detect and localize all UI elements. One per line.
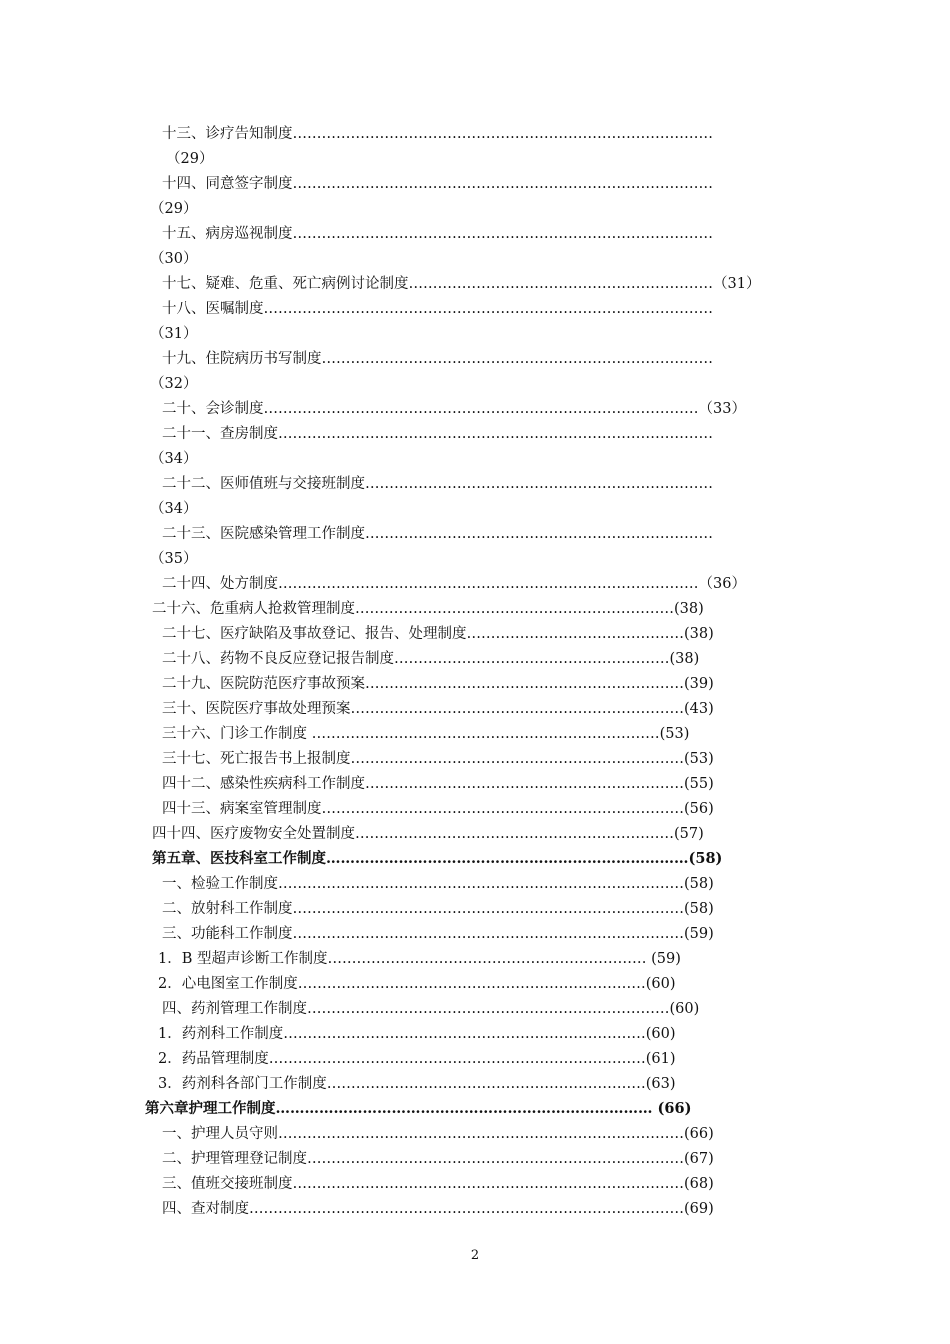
toc-entry-page: （31） [150, 326, 198, 342]
toc-entry: 十五、病房巡视制度…………………………………………………………………………… [162, 226, 713, 242]
toc-entry: 十三、诊疗告知制度…………………………………………………………………………… [162, 126, 713, 142]
toc-entry: 三、功能科工作制度………………………………………………………………………(59) [162, 926, 714, 942]
toc-entry: 一、检验工作制度…………………………………………………………………………(58) [162, 876, 714, 892]
toc-entry: 四、查对制度………………………………………………………………………………(69) [162, 1201, 714, 1217]
toc-subentry: 1．药剂科工作制度…………………………………………………………………(60) [158, 1026, 676, 1042]
toc-entry: 十九、住院病历书写制度……………………………………………………………………… [162, 351, 713, 367]
toc-entry: 四十三、病案室管理制度…………………………………………………………………(56) [162, 801, 714, 817]
toc-entry: 二十三、医院感染管理工作制度……………………………………………………………… [162, 526, 713, 542]
toc-entry: 十七、疑难、危重、死亡病例讨论制度………………………………………………………（31） [162, 276, 761, 292]
toc-entry: 二十四、处方制度……………………………………………………………………………（36） [162, 576, 746, 592]
toc-subentry: 2．心电图室工作制度………………………………………………………………(60) [158, 976, 676, 992]
toc-entry: 一、护理人员守则…………………………………………………………………………(66) [162, 1126, 714, 1142]
toc-entry-page: （29） [150, 201, 198, 217]
toc-entry: 三十七、死亡报告书上报制度……………………………………………………………(53) [162, 751, 714, 767]
toc-entry: 二十二、医师值班与交接班制度……………………………………………………………… [162, 476, 713, 492]
toc-entry-page: （29） [166, 151, 214, 167]
toc-entry: 二十八、药物不良反应登记报告制度…………………………………………………(38) [162, 651, 700, 667]
toc-entry: 二十一、查房制度……………………………………………………………………………… [162, 426, 713, 442]
toc-entry-page: （30） [150, 251, 198, 267]
toc-entry: 二十七、医疗缺陷及事故登记、报告、处理制度………………………………………(38) [162, 626, 714, 642]
toc-chapter-heading: 第五章、医技科室工作制度…………………………………………………………………(58) [152, 850, 723, 867]
toc-entry: 四、药剂管理工作制度…………………………………………………………………(60) [162, 1001, 700, 1017]
toc-entry: 二十、会诊制度………………………………………………………………………………（33） [162, 401, 746, 417]
toc-entry: 二、放射科工作制度………………………………………………………………………(58) [162, 901, 714, 917]
toc-entry-page: （34） [150, 501, 198, 517]
toc-chapter-heading: 第六章护理工作制度…………………………………………………………………… (66) [145, 1100, 692, 1117]
toc-entry: 十八、医嘱制度………………………………………………………………………………… [162, 301, 713, 317]
toc-subentry: 3．药剂科各部门工作制度…………………………………………………………(63) [158, 1076, 676, 1092]
toc-entry: 三十六、门诊工作制度 ………………………………………………………………(53) [162, 726, 690, 742]
toc-entry-page: （34） [150, 451, 198, 467]
toc-subentry: 1．B 型超声诊断工作制度………………………………………………………… (59) [158, 951, 681, 967]
toc-subentry: 2．药品管理制度……………………………………………………………………(61) [158, 1051, 676, 1067]
toc-entry: 二十六、危重病人抢救管理制度…………………………………………………………(38) [152, 601, 704, 617]
toc-entry-page: （35） [150, 551, 198, 567]
toc-entry-page: （32） [150, 376, 198, 392]
toc-entry: 四十四、医疗废物安全处置制度…………………………………………………………(57) [152, 826, 704, 842]
toc-entry: 四十二、感染性疾病科工作制度…………………………………………………………(55) [162, 776, 714, 792]
toc-entry: 三十、医院医疗事故处理预案……………………………………………………………(43) [162, 701, 714, 717]
toc-entry: 十四、同意签字制度…………………………………………………………………………… [162, 176, 713, 192]
page-number: 2 [470, 1248, 480, 1263]
toc-entry: 三、值班交接班制度………………………………………………………………………(68) [162, 1176, 714, 1192]
toc-entry: 二十九、医院防范医疗事故预案…………………………………………………………(39) [162, 676, 714, 692]
toc-entry: 二、护理管理登记制度……………………………………………………………………(67) [162, 1151, 714, 1167]
